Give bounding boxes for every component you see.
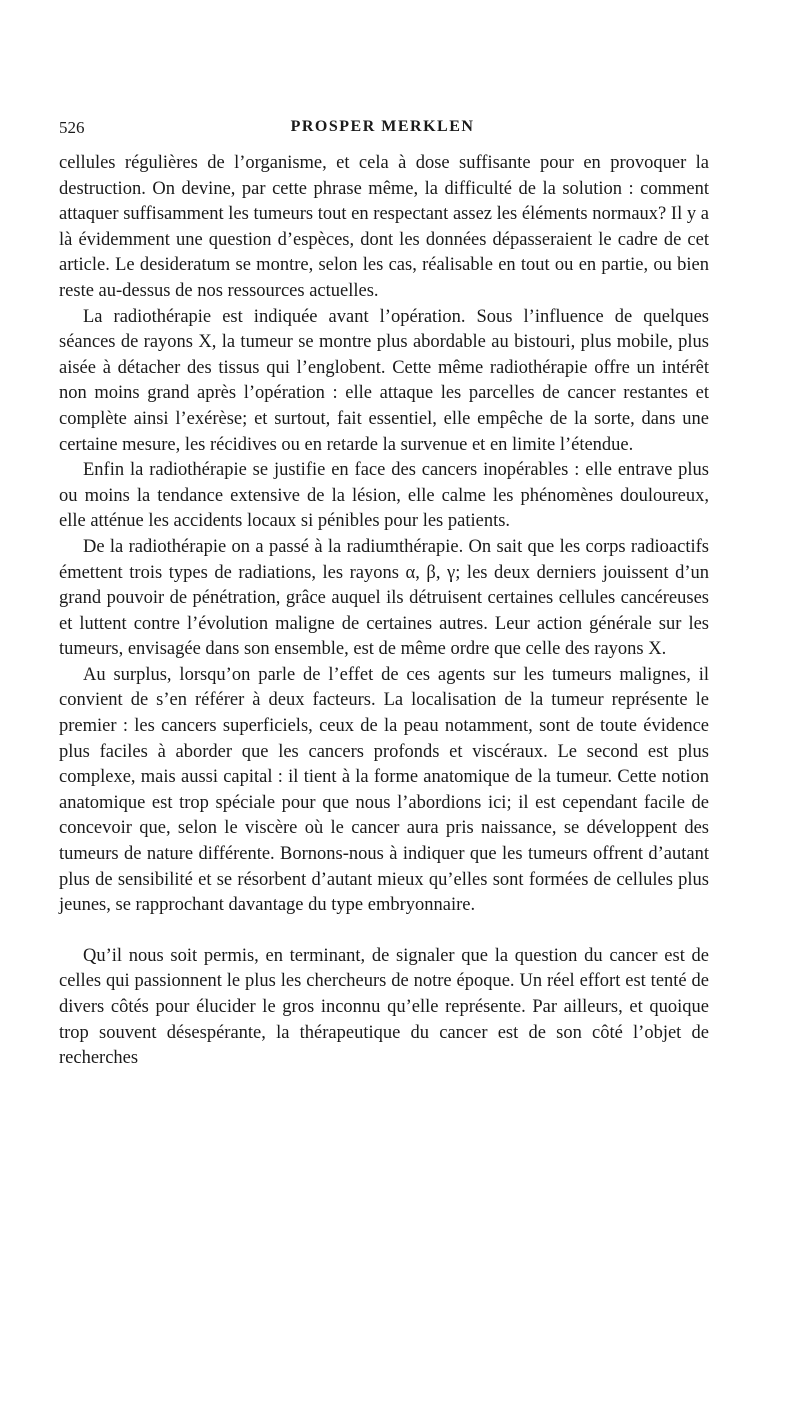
running-head (59, 118, 706, 140)
paragraph-inoperable-cancers: Enfin la radiothérapie se justifie en face des cancers inopérables : elle entrave plus ou moins la tendance extensive de la lésion, elle calme les phénomènes douloureux, elle atténue les accidents locaux si pénibles pour les patients. (59, 460, 709, 532)
paragraph-radiumtherapy: De la radiothérapie on a passé à la radiumthérapie. On sait que les corps radioactifs émettent trois types de radiations, les rayons α, β, γ; les deux derniers jouissent d’un grand pouvoir de pénétration, grâce auquel ils détruisent certaines cellules cancéreuses et luttent contre l’évolution maligne de certaines autres. Leur action générale sur les tumeurs, envisagée dans son ensemble, est de même ordre que celle des rayons X. (59, 536, 709, 660)
paragraph-continued: cellules régulières de l’organisme, et cela à dose suffisante pour en provoquer la destruction. On devine, par cette phrase même, la difficulté de la solution : comment attaquer suffisamment les tumeurs tout en respectant assez les éléments normaux? Il y a là évidemment une question d’espèces, dont les données dépasseraient le cadre de cet article. Le desideratum se montre, selon les cas, réalisable en tout ou en partie, ou bien reste au-dessus de nos ressources actuelles. (59, 153, 709, 301)
body-text (59, 151, 709, 1072)
page-number: 526 (59, 118, 85, 137)
running-title: PROSPER MERKLEN (290, 118, 475, 135)
paragraph-radiotherapy-operation: La radiothérapie est indiquée avant l’opération. Sous l’influence de quelques séances de rayons X, la tumeur se montre plus abordable au bistouri, plus mobile, plus aisée à détacher des tissus qui l’englobent. Cette même radiothérapie offre un intérêt non moins grand après l’opération : elle attaque les parcelles de cancer restantes et complète ainsi l’exérèse; et surtout, fait essentiel, elle empêche de la sorte, dans une certaine mesure, les récidives ou en retarde la survenue et en limite l’étendue. (59, 306, 709, 455)
paragraph-conclusion: Qu’il nous soit permis, en terminant, de signaler que la question du cancer est de celles qui passionnent le plus les chercheurs de notre époque. Un réel effort est tenté de divers côtés pour élucider le gros inconnu qu’elle représente. Par ailleurs, et quoique trop souvent désespérante, la thérapeutique du cancer est de son côté l’objet de recherches (59, 945, 709, 1069)
paragraph-two-factors: Au surplus, lorsqu’on parle de l’effet de ces agents sur les tumeurs malignes, il convient de s’en référer à deux facteurs. La localisation de la tumeur représente le premier : les cancers superficiels, ceux de la peau notamment, sont de toute évidence plus faciles à aborder que les cancers profonds et viscéraux. Le second est plus complexe, mais aussi capital : il tient à la forme anatomique de la tumeur. Cette notion anatomique est trop spéciale pour que nous l’abordions ici; il est cependant facile de concevoir que, selon le viscère où le cancer aura pris naissance, se développent des tumeurs de nature différente. Bornons-nous à indiquer que les tumeurs offrent d’autant plus de sensibilité et se résorbent d’autant mieux qu’elles sont formées de cellules plus jeunes, se rapprochant davantage du type embryonnaire. (59, 664, 709, 916)
